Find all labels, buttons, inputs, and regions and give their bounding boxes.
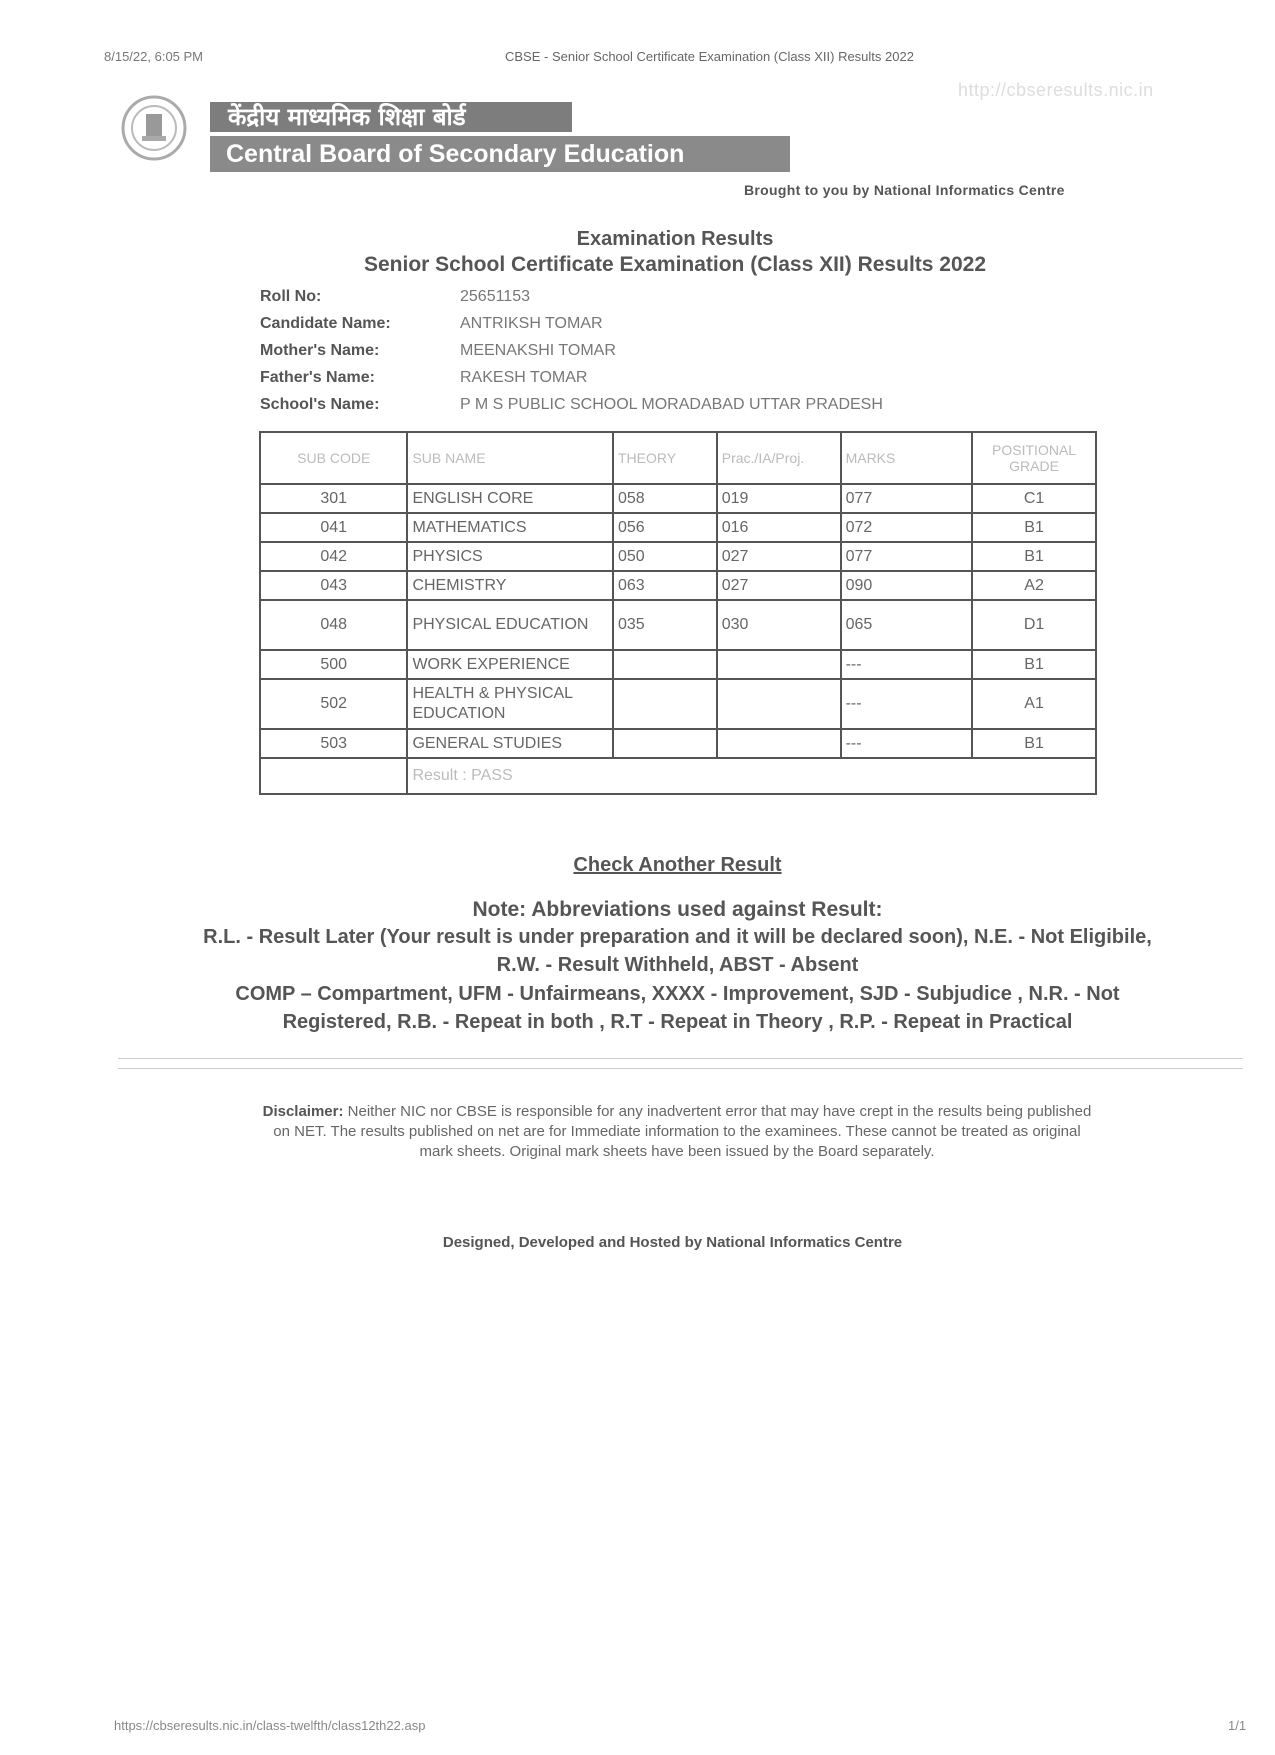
info-value: P M S PUBLIC SCHOOL MORADABAD UTTAR PRADESH (460, 395, 883, 413)
disclaimer-text: Neither NIC nor CBSE is responsible for any inadvertent error that may have crept in the results being published on NET. The results published on net are for Immediate information to the examinees. These cannot be treated as original mark sheets. Original mark sheets have been issued by the Board separately. (273, 1103, 1092, 1160)
cbse-emblem-icon (120, 92, 188, 164)
site-url-watermark[interactable]: http://cbseresults.nic.in (958, 80, 1154, 100)
print-page-title: CBSE - Senior School Certificate Examination (Class XII) Results 2022 (505, 49, 914, 64)
sub-code: 048 (260, 600, 407, 650)
info-row-father-name (260, 364, 883, 391)
theory-marks (613, 729, 717, 758)
total-marks: 065 (841, 600, 973, 650)
practical-marks: 027 (717, 571, 841, 600)
table-row (260, 600, 1096, 650)
sub-name: HEALTH & PHYSICAL EDUCATION (407, 679, 613, 729)
candidate-info (260, 283, 883, 418)
info-row-mother-name (260, 337, 883, 364)
total-marks: 072 (841, 513, 973, 542)
theory-marks: 035 (613, 600, 717, 650)
col-header: SUB CODE (260, 432, 407, 484)
table-row (260, 729, 1096, 758)
col-header: Prac./IA/Proj. (717, 432, 841, 484)
info-row-roll (260, 283, 883, 310)
note-line: Registered, R.B. - Repeat in both , R.T - Repeat in Theory , R.P. - Repeat in Practical (282, 1011, 1073, 1033)
cbse-banner (210, 102, 790, 172)
grade: B1 (972, 542, 1096, 571)
sub-code: 043 (260, 571, 407, 600)
col-header: MARKS (841, 432, 973, 484)
sub-code: 502 (260, 679, 407, 729)
theory-marks: 058 (613, 484, 717, 513)
grade: B1 (972, 650, 1096, 679)
grade: B1 (972, 729, 1096, 758)
divider (118, 1058, 1243, 1059)
col-header: SUB NAME (407, 432, 613, 484)
info-value: RAKESH TOMAR (460, 368, 588, 386)
info-value: ANTRIKSH TOMAR (460, 314, 603, 332)
note-line: R.W. - Result Withheld, ABST - Absent (496, 954, 859, 976)
theory-marks (613, 679, 717, 729)
sub-code: 042 (260, 542, 407, 571)
practical-marks: 027 (717, 542, 841, 571)
practical-marks (717, 729, 841, 758)
info-label: School's Name: (260, 395, 380, 413)
practical-marks: 019 (717, 484, 841, 513)
note-line: R.L. - Result Later (Your result is under preparation and it will be declared soon), N.E. - Not Eligibile, (203, 926, 1152, 948)
sub-name: ENGLISH CORE (407, 484, 613, 513)
exam-title: Senior School Certificate Examination (Class XII) Results 2022 (363, 253, 987, 276)
sub-name: GENERAL STUDIES (407, 729, 613, 758)
print-footer-url: https://cbseresults.nic.in/class-twelfth/class12th22.asp (114, 1718, 426, 1733)
banner-hindi-title: केंद्रीय माध्यमिक शिक्षा बोर्ड (210, 102, 572, 132)
practical-marks (717, 650, 841, 679)
practical-marks: 016 (717, 513, 841, 542)
table-row (260, 650, 1096, 679)
info-row-candidate-name (260, 310, 883, 337)
total-marks: 090 (841, 571, 973, 600)
total-marks: 077 (841, 542, 973, 571)
brought-by-text: Brought to you by National Informatics Centre (744, 182, 1065, 198)
total-marks: --- (841, 679, 973, 729)
results-heading: Examination Results (576, 228, 774, 250)
grade: C1 (972, 484, 1096, 513)
total-marks: --- (841, 650, 973, 679)
sub-name: PHYSICS (407, 542, 613, 571)
disclaimer-label: Disclaimer: (262, 1103, 344, 1120)
table-header-row (260, 432, 1096, 484)
sub-code: 503 (260, 729, 407, 758)
grade: D1 (972, 600, 1096, 650)
sub-code: 041 (260, 513, 407, 542)
sub-name: PHYSICAL EDUCATION (407, 600, 613, 650)
print-date: 8/15/22, 6:05 PM (104, 49, 204, 64)
table-row (260, 484, 1096, 513)
sub-name: WORK EXPERIENCE (407, 650, 613, 679)
theory-marks (613, 650, 717, 679)
page-count: 1/1 (1228, 1718, 1247, 1733)
sub-name: MATHEMATICS (407, 513, 613, 542)
info-label: Mother's Name: (260, 341, 380, 359)
total-marks: 077 (841, 484, 973, 513)
practical-marks: 030 (717, 600, 841, 650)
theory-marks: 063 (613, 571, 717, 600)
theory-marks: 050 (613, 542, 717, 571)
col-header: THEORY (613, 432, 717, 484)
note-title: Note: Abbreviations used against Result: (472, 898, 883, 921)
designed-by-text: Designed, Developed and Hosted by National Informatics Centre (442, 1234, 903, 1251)
info-label: Father's Name: (260, 368, 375, 386)
table-row (260, 679, 1096, 729)
sub-code: 500 (260, 650, 407, 679)
table-row (260, 542, 1096, 571)
info-label: Roll No: (260, 287, 322, 305)
col-header: POSITIONAL GRADE (972, 432, 1096, 484)
info-row-school-name (260, 391, 883, 418)
theory-marks: 056 (613, 513, 717, 542)
sub-code: 301 (260, 484, 407, 513)
total-marks: --- (841, 729, 973, 758)
grade: B1 (972, 513, 1096, 542)
marks-table (259, 431, 1097, 795)
info-label: Candidate Name: (260, 314, 391, 332)
result-status: Result : PASS (407, 758, 1096, 794)
table-row (260, 571, 1096, 600)
sub-name: CHEMISTRY (407, 571, 613, 600)
banner-english-title: Central Board of Secondary Education (210, 136, 790, 172)
note-line: COMP – Compartment, UFM - Unfairmeans, XXXX - Improvement, SJD - Subjudice , N.R. - Not (235, 983, 1120, 1005)
practical-marks (717, 679, 841, 729)
divider (118, 1068, 1243, 1069)
info-value: MEENAKSHI TOMAR (460, 341, 616, 359)
disclaimer (262, 1102, 1092, 1162)
table-row (260, 513, 1096, 542)
result-row (260, 758, 1096, 794)
check-another-result-link[interactable]: Check Another Result (573, 854, 782, 876)
info-value: 25651153 (460, 287, 530, 305)
grade: A1 (972, 679, 1096, 729)
result-spacer (260, 758, 407, 794)
grade: A2 (972, 571, 1096, 600)
